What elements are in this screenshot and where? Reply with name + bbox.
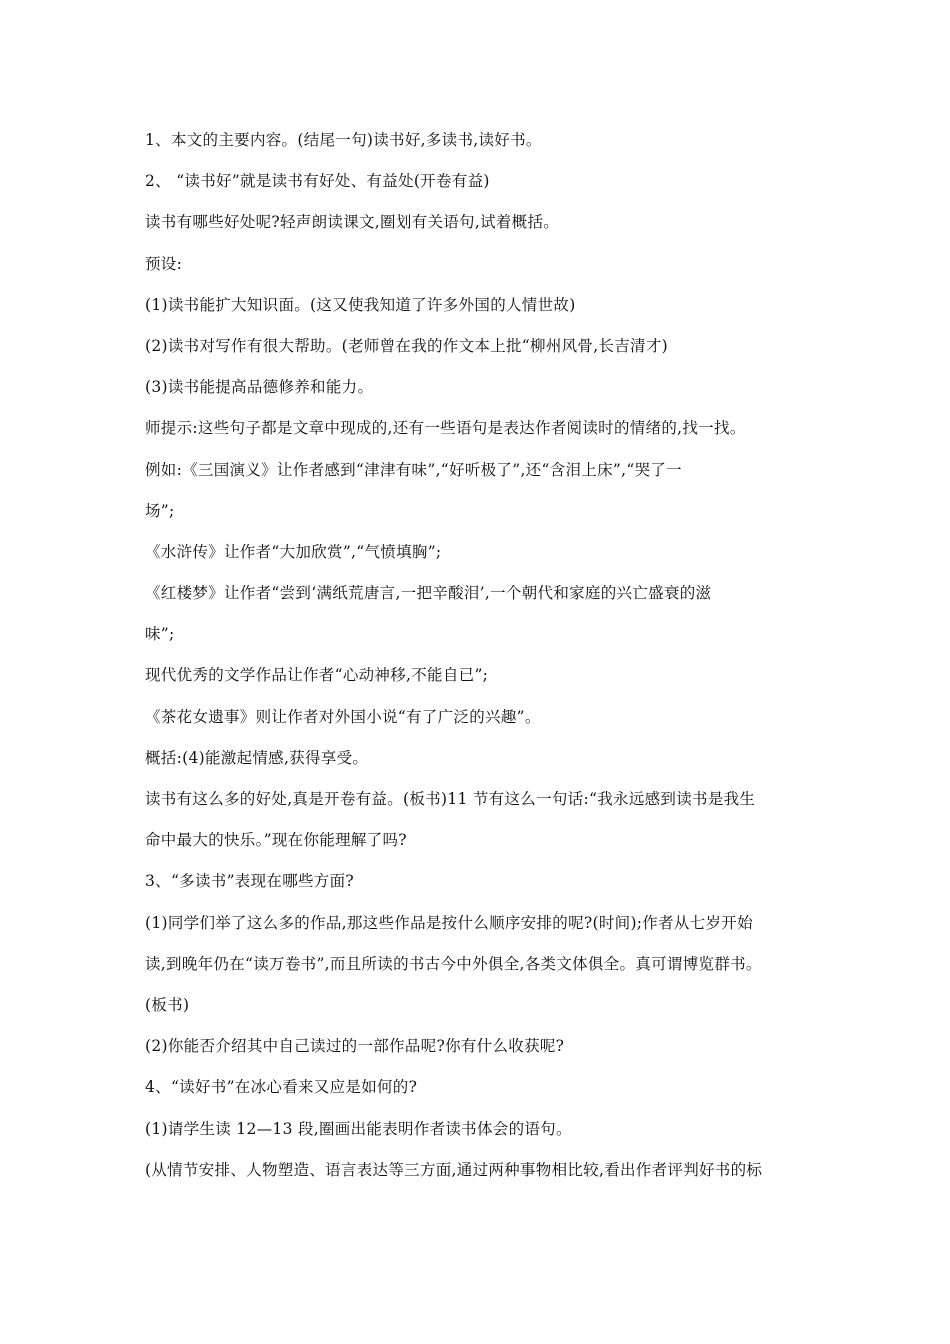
text-line: (1)请学生读 12—13 段,圈画出能表明作者读书体会的语句。 — [145, 1119, 572, 1138]
text-line: 师提示:这些句子都是文章中现成的,还有一些语句是表达作者阅读时的情绪的,找一找。 — [145, 419, 746, 438]
text-line: (2)读书对写作有很大帮助。(老师曾在我的作文本上批“柳州风骨,长吉清才) — [145, 336, 669, 355]
text-line: 2、 “读书好”就是读书有好处、有益处(开卷有益) — [145, 172, 490, 191]
text-line: (从情节安排、人物塑造、语言表达等三方面,通过两种事物相比较,看出作者评判好书的标 — [145, 1160, 763, 1179]
text-line: 《茶花女遗事》则让作者对外国小说“有了广泛的兴趣”。 — [145, 707, 541, 726]
text-line: 命中最大的快乐。”现在你能理解了吗? — [145, 831, 407, 850]
text-line: 味”; — [145, 625, 175, 644]
text-line: (3)读书能提高品德修养和能力。 — [145, 378, 374, 397]
text-line: (1)读书能扩大知识面。(这又使我知道了许多外国的人情世故) — [145, 295, 576, 314]
text-line: 《红楼梦》让作者“尝到‘满纸荒唐言,一把辛酸泪’,一个朝代和家庭的兴亡盛衰的滋 — [145, 584, 712, 603]
document-body — [145, 120, 825, 1191]
text-line: (1)同学们举了这么多的作品,那这些作品是按什么顺序安排的呢?(时间);作者从七岁开始 — [145, 913, 753, 932]
text-line: 3、“多读书”表现在哪些方面? — [145, 872, 355, 891]
text-line: 读书有这么多的好处,真是开卷有益。(板书)11 节有这么一句话:“我永远感到读书是我生 — [145, 790, 756, 808]
text-line: 读书有哪些好处呢?轻声朗读课文,圈划有关语句,试着概括。 — [145, 213, 560, 232]
text-line: 场”; — [145, 501, 175, 520]
text-line: (板书) — [145, 995, 190, 1014]
text-line: (2)你能否介绍其中自己读过的一部作品呢?你有什么收获呢? — [145, 1037, 565, 1056]
text-line: 预设: — [145, 254, 183, 273]
text-line: 概括:(4)能激起情感,获得享受。 — [145, 748, 369, 767]
text-line: 《水浒传》让作者“大加欣赏”,“气愤填胸”; — [145, 542, 442, 561]
text-line: 1、本文的主要内容。(结尾一句)读书好,多读书,读好书。 — [145, 131, 542, 149]
text-line: 例如:《三国演义》让作者感到“津津有味”,“好听极了”,还“含泪上床”,“哭了一 — [145, 460, 682, 479]
text-line: 读,到晚年仍在“读万卷书”,而且所读的书古今中外俱全,各类文体俱全。真可谓博览群书。 — [145, 954, 762, 973]
text-line: 现代优秀的文学作品让作者“心动神移,不能自已”; — [145, 666, 489, 685]
text-line: 4、“读好书”在冰心看来又应是如何的? — [145, 1078, 418, 1097]
